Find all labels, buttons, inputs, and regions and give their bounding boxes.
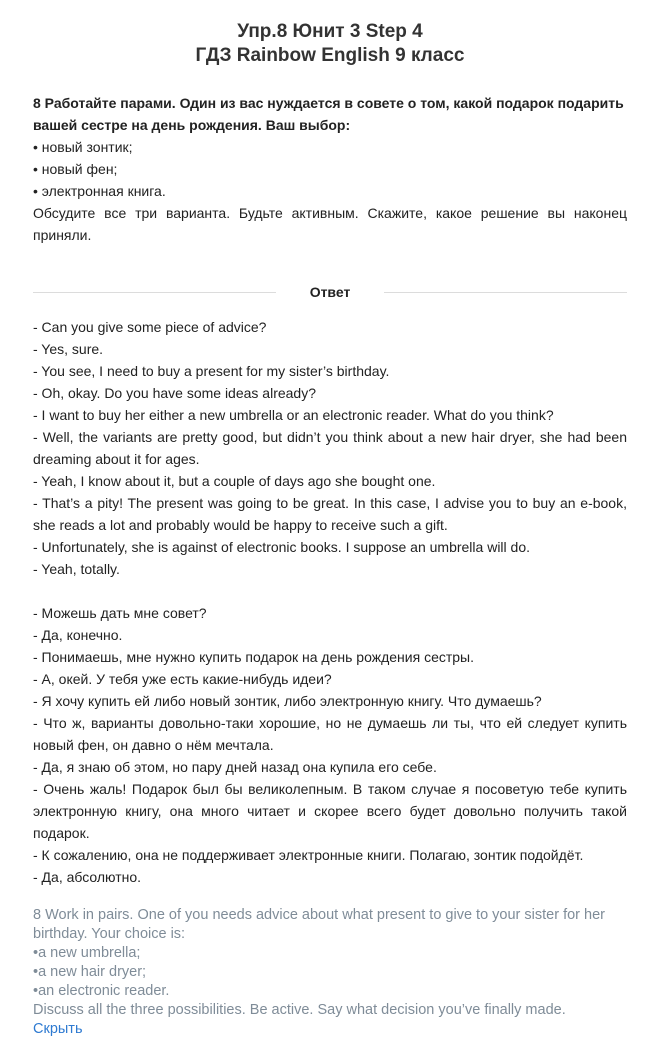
- dialogue-line-ru: - К сожалению, она не поддерживает электронные книги. Полагаю, зонтик подойдёт.: [33, 847, 584, 863]
- page-title-line-1: Упр.8 Юнит 3 Step 4: [237, 21, 423, 42]
- hide-link[interactable]: Скрыть: [33, 1021, 83, 1037]
- task-option: • новый фен;: [33, 161, 118, 177]
- page-title-line-2: ГДЗ Rainbow English 9 класс: [195, 45, 465, 66]
- dialogue-line-en: - That’s a pity! The present was going to be great. In this case, I advise you to buy an e-book, she reads a lot and probably would be happy to receive such a gift.: [33, 495, 627, 533]
- dialogue-line-en: - Yeah, I know about it, but a couple of days ago she bought one.: [33, 473, 436, 489]
- dialogue-line-en: - You see, I need to buy a present for my sister’s birthday.: [33, 363, 390, 379]
- task-option: • новый зонтик;: [33, 139, 133, 155]
- dialogue-line-ru: - Да, абсолютно.: [33, 869, 142, 885]
- dialogue-line-en: - Yes, sure.: [33, 341, 104, 357]
- original-task-block: [33, 906, 627, 1039]
- dialogue-line-ru: - Понимаешь, мне нужно купить подарок на день рождения сестры.: [33, 649, 474, 665]
- original-task-instruction: Discuss all the three possibilities. Be active. Say what decision you’ve finally made.: [33, 1002, 566, 1018]
- answer-label: Ответ: [309, 284, 351, 300]
- task-option: • электронная книга.: [33, 183, 166, 199]
- dialogue-line-ru: - Я хочу купить ей либо новый зонтик, либо электронную книгу. Что думаешь?: [33, 693, 542, 709]
- dialogue-line-en: - Can you give some piece of advice?: [33, 319, 267, 335]
- divider-line-left: [33, 292, 276, 293]
- original-task-intro: 8 Work in pairs. One of you needs advice about what present to give to your sister for her birthday. Your choice is:: [33, 907, 605, 942]
- dialogue-line-en: - Unfortunately, she is against of electronic books. I suppose an umbrella will do.: [33, 539, 530, 555]
- dialogue-line-ru: - Очень жаль! Подарок был бы великолепным. В таком случае я посоветую тебе купить электронную книгу, она много читает и скорее всего будет довольно получить такой подарок.: [33, 781, 627, 841]
- original-task-option: •a new umbrella;: [33, 945, 141, 961]
- dialogue-line-en: - Well, the variants are pretty good, but didn’t you think about a new hair dryer, she had been dreaming about it for ages.: [33, 429, 627, 467]
- divider-line-right: [384, 292, 627, 293]
- task-instruction: Обсудите все три варианта. Будьте активным. Скажите, какое решение вы наконец приняли.: [33, 205, 627, 243]
- dialogue-spacer: [33, 580, 627, 602]
- dialogue-line-ru: - Что ж, варианты довольно-таки хорошие, но не думаешь ли ты, что ей следует купить новый фен, он давно о нём мечтала.: [33, 715, 627, 753]
- dialogue-line-ru: - Да, я знаю об этом, но пару дней назад она купила его себе.: [33, 759, 437, 775]
- task-block: [33, 92, 627, 246]
- original-task-option: •an electronic reader.: [33, 983, 170, 999]
- original-task-option: •a new hair dryer;: [33, 964, 147, 980]
- dialogue-line-ru: - Можешь дать мне совет?: [33, 605, 207, 621]
- task-heading: 8 Работайте парами. Один из вас нуждается в совете о том, какой подарок подарить вашей сестре на день рождения. Ваш выбор:: [33, 95, 624, 133]
- dialogue-line-ru: - Да, конечно.: [33, 627, 123, 643]
- answer-divider: [33, 284, 627, 300]
- dialogue-line-en: - Oh, okay. Do you have some ideas already?: [33, 385, 317, 401]
- page-title: [33, 20, 627, 68]
- dialogue-line-en: - I want to buy her either a new umbrella or an electronic reader. What do you think?: [33, 407, 554, 423]
- dialogue-line-ru: - А, окей. У тебя уже есть какие-нибудь идеи?: [33, 671, 332, 687]
- answer-block: [33, 316, 627, 888]
- dialogue-line-en: - Yeah, totally.: [33, 561, 120, 577]
